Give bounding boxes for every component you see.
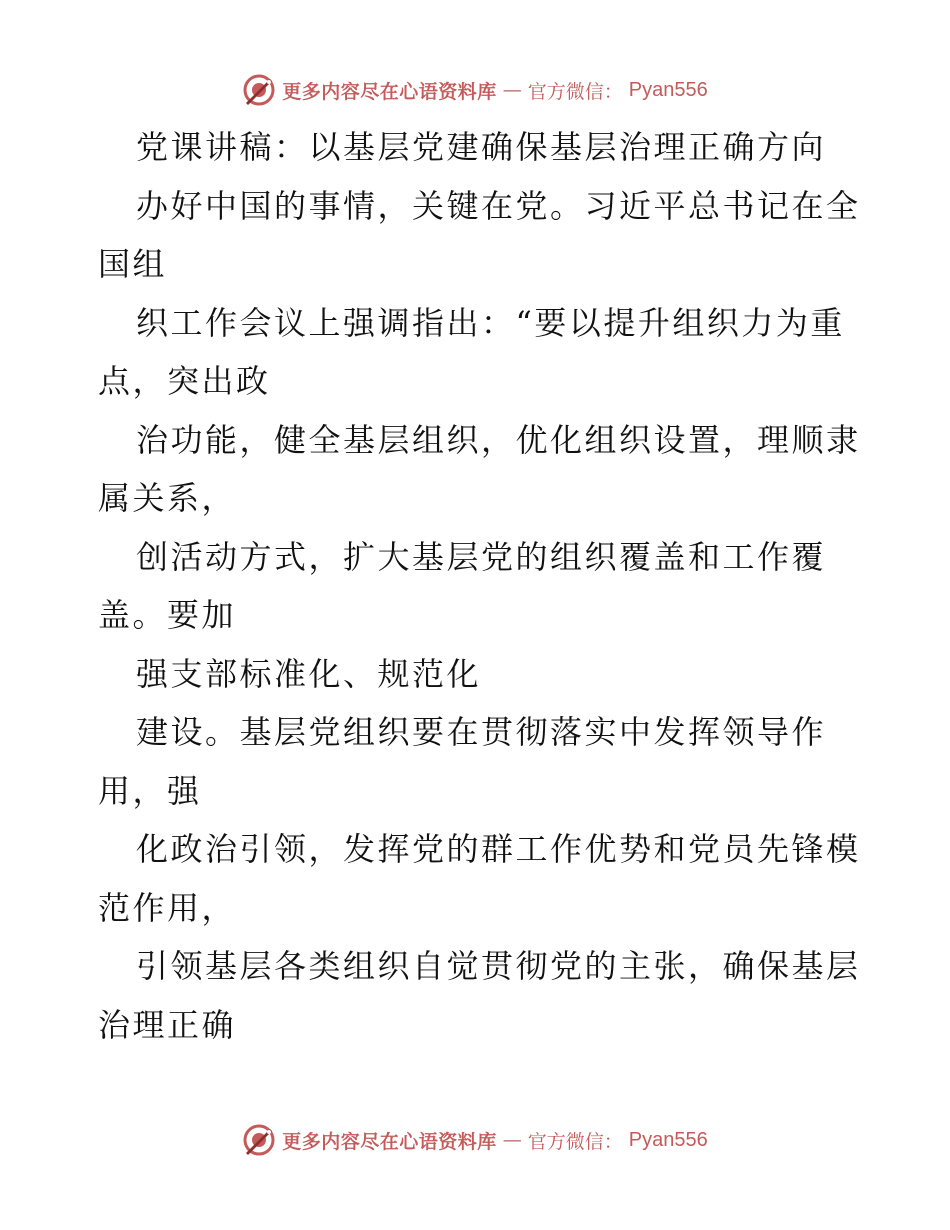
text-line: 点，突出政 — [98, 362, 271, 400]
text-line: 建设。基层党组织要在贯彻落实中发挥领导作 — [136, 713, 827, 751]
header-contact-label: 官方微信： — [527, 80, 623, 103]
text-line: 国组 — [98, 245, 168, 283]
pen-logo-icon — [242, 73, 276, 107]
text-line: 织工作会议上强调指出：“要以提升组织力为重 — [136, 303, 845, 342]
header-watermark — [242, 73, 708, 107]
footer-separator: — — [502, 1129, 522, 1151]
footer-contact-label: 官方微信： — [527, 1130, 623, 1153]
text-line: 治功能，健全基层组织，优化组织设置，理顺隶 — [136, 420, 861, 459]
header-separator: — — [502, 79, 522, 101]
text-line: 办好中国的事情，关键在党。习近平总书记在全 — [136, 186, 861, 225]
text-line: 用，强 — [98, 771, 202, 810]
text-line: 强支部标准化、规范化 — [136, 654, 482, 693]
header-contact-handle: Pyan556 — [628, 78, 708, 101]
header-brand-text: 更多内容尽在心语资料库 — [282, 80, 497, 103]
footer-watermark — [242, 1123, 708, 1157]
text-line: 引领基层各类组织自觉贯彻党的主张，确保基层 — [136, 947, 861, 985]
footer-brand-text: 更多内容尽在心语资料库 — [282, 1130, 497, 1153]
text-line: 盖。要加 — [98, 596, 237, 634]
document-body — [98, 118, 861, 1054]
text-line: 创活动方式，扩大基层党的组织覆盖和工作覆 — [136, 537, 827, 576]
text-line: 范作用， — [98, 888, 237, 927]
text-line: 党课讲稿：以基层党建确保基层治理正确方向 — [136, 128, 827, 166]
footer-contact-handle: Pyan556 — [628, 1128, 708, 1151]
pen-logo-icon — [242, 1123, 276, 1157]
text-line: 化政治引领，发挥党的群工作优势和党员先锋模 — [136, 830, 861, 868]
text-line: 治理正确 — [98, 1005, 237, 1044]
text-line: 属关系， — [98, 479, 237, 517]
page-footer — [0, 1120, 950, 1160]
page-header — [0, 70, 950, 110]
